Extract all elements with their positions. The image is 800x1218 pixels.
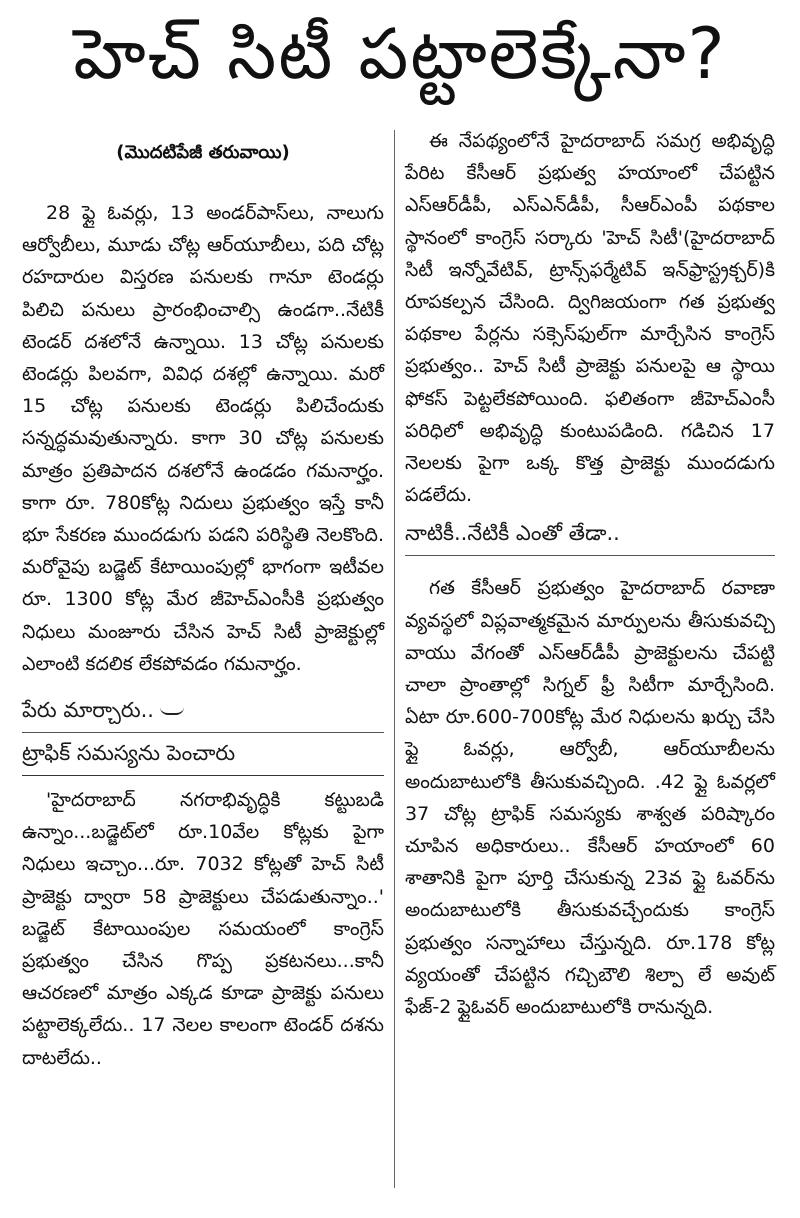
subhead-name-changed (22, 698, 384, 733)
right-paragraph-2: గత కేసీఆర్ ప్రభుత్వం హైదరాబాద్ రవాణా వ్యవస్థలో విప్లవాత్మకమైన మార్పులను తీసుకువచ్చి వాయు వేగంతో ఎస్ఆర్‌డీపీ ప్రాజెక్టులను చేపట్టి చాలా ప్రాంతాల్లో సిగ్నల్ ఫ్రీ సిటీగా మార్చేసింది. ఏటా రూ.600-700కోట్ల మేర నిధులను ఖర్చు చేసి ఫ్లై ఓవర్లు, ఆర్వోబీ, ఆర్‌యూబీలను అందుబాటులోకి తీసుకువచ్చింది. .42 ఫ్లై ఓవర్లలో 37 చోట్ల ట్రాఫిక్ సమస్యకు శాశ్వత పరిష్కారం చూపిన అధికారులు.. కేసీఆర్ హయాంలో 60 శాతానికి పైగా పూర్తి చేసుకున్న 23వ ఫ్లై ఓవర్‌ను అందుబాటులోకి తీసుకువచ్చేందుకు కాంగ్రెస్ ప్రభుత్వం సన్నాహాలు చేస్తున్నది. రూ.178 కోట్ల వ్యయంతో చేపట్టిన గచ్చిబౌలి శిల్పా లే అవుట్ ఫేజ్-2 ఫ్లైఓవర్ అందుబాటులోకి రానున్నది. (405, 577, 775, 1019)
subhead-traffic: ట్రాఫిక్ సమస్యను పెంచారు (22, 741, 384, 776)
left-paragraph-2: 'హైదరాబాద్ నగరాభివృద్ధికి కట్టుబడి ఉన్నాం...బడ్జెట్‌లో రూ.10వేల కోట్లకు పైగా నిధులు ఇచ్చాం...రూ. 7032 కోట్లతో హెచ్ సిటీ ప్రాజెక్టు ద్వారా 58 ప్రాజెక్టులు చేపడుతున్నాం..' బడ్జెట్ కేటాయింపుల సమయంలో కాంగ్రెస్ ప్రభుత్వం చేసిన గొప్ప ప్రకటనలు...కానీ ఆచరణలో మాత్రం ఎక్కడ కూడా ప్రాజెక్టు పనులు పట్టాలెక్కలేదు.. 17 నెలల కాలంగా టెండర్ దశను దాటలేదు.. (22, 789, 384, 1069)
subhead-then-now: నాటికీ..నేటికీ ఎంతో తేడా.. (405, 521, 775, 556)
left-column (22, 130, 384, 1198)
column-divider (394, 130, 395, 1188)
kicker: (మొదటిపేజీ తరువాయి) (116, 142, 290, 163)
right-column (405, 130, 775, 1198)
subhead-tail-mark (160, 707, 184, 715)
left-paragraph-1: 28 ఫ్లై ఓవర్లు, 13 అండర్‌పాస్‌లు, నాలుగు ఆర్వోబీలు, మూడు చోట్ల ఆర్‌యూబీలు, పది చోట్ల రహదారుల విస్తరణ పనులకు గానూ టెండర్లు పిలిచి పనులు ప్రారంభించాల్సి ఉండగా..నేటికీ టెండర్ దశలోనే ఉన్నాయి. 13 చోట్ల పనులకు టెండర్లు పిలవగా, వివిధ దశల్లో ఉన్నాయి. మరో 15 చోట్ల పనులకు టెండర్లు పిలిచేందుకు సన్నద్ధమవుతున్నారు. కాగా 30 చోట్ల పనులకు మాత్రం ప్రతిపాదన దశలోనే ఉండడం గమనార్హం. కాగా రూ. 780కోట్ల నిదులు ప్రభుత్వం ఇస్తే కానీ భూ సేకరణ ముందడుగు పడని పరిస్థితి నెలకొంది. మరోవైపు బడ్జెట్ కేటాయింపుల్లో భాగంగా ఇటీవల రూ. 1300 కోట్ల మేర జీహెచ్ఎంసీకి ప్రభుత్వం నిధులు మంజూరు చేసిన హెచ్ సిటీ ప్రాజెక్టుల్లో ఎలాంటి కదలిక లేకపోవడం గమనార్హం. (22, 202, 384, 675)
headline: హెచ్ సిటీ పట్టాలెక్కేనా? (73, 13, 727, 95)
right-paragraph-1: ఈ నేపథ్యంలోనే హైదరాబాద్ సమగ్ర అభివృద్ధి పేరిట కేసీఆర్ ప్రభుత్వ హయాంలో చేపట్టిన ఎస్ఆర్‌డీపీ, ఎస్ఎన్‌డీపీ, సీఆర్ఎంపీ పథకాల స్థానంలో కాంగ్రెస్ సర్కారు 'హెచ్ సిటీ'(హైదరాబాద్ సిటీ ఇన్నోవేటివ్, ట్రాన్స్‌ఫర్మేటివ్ ఇన్‌ఫ్రాస్ట్రక్చర్)కి రూపకల్పన చేసింది. ద్విగిజయంగా గత ప్రభుత్వ పథకాల పేర్లను సక్సెస్‌ఫుల్‌గా మార్చేసిన కాంగ్రెస్ ప్రభుత్వం.. హెచ్ సిటీ ప్రాజెక్టు పనులపై ఆ స్థాయి ఫోకస్ పెట్టలేకపోయింది. ఫలితంగా జీహెచ్ఎంసీ పరిధిలో అభివృద్ధి కుంటుపడింది. గడిచిన 17 నెలలకు పైగా ఒక్క కొత్త ప్రాజెక్టు ముందడుగు పడలేదు. (405, 130, 775, 507)
subhead-name-changed-text: పేరు మార్చారు.. (22, 698, 154, 723)
